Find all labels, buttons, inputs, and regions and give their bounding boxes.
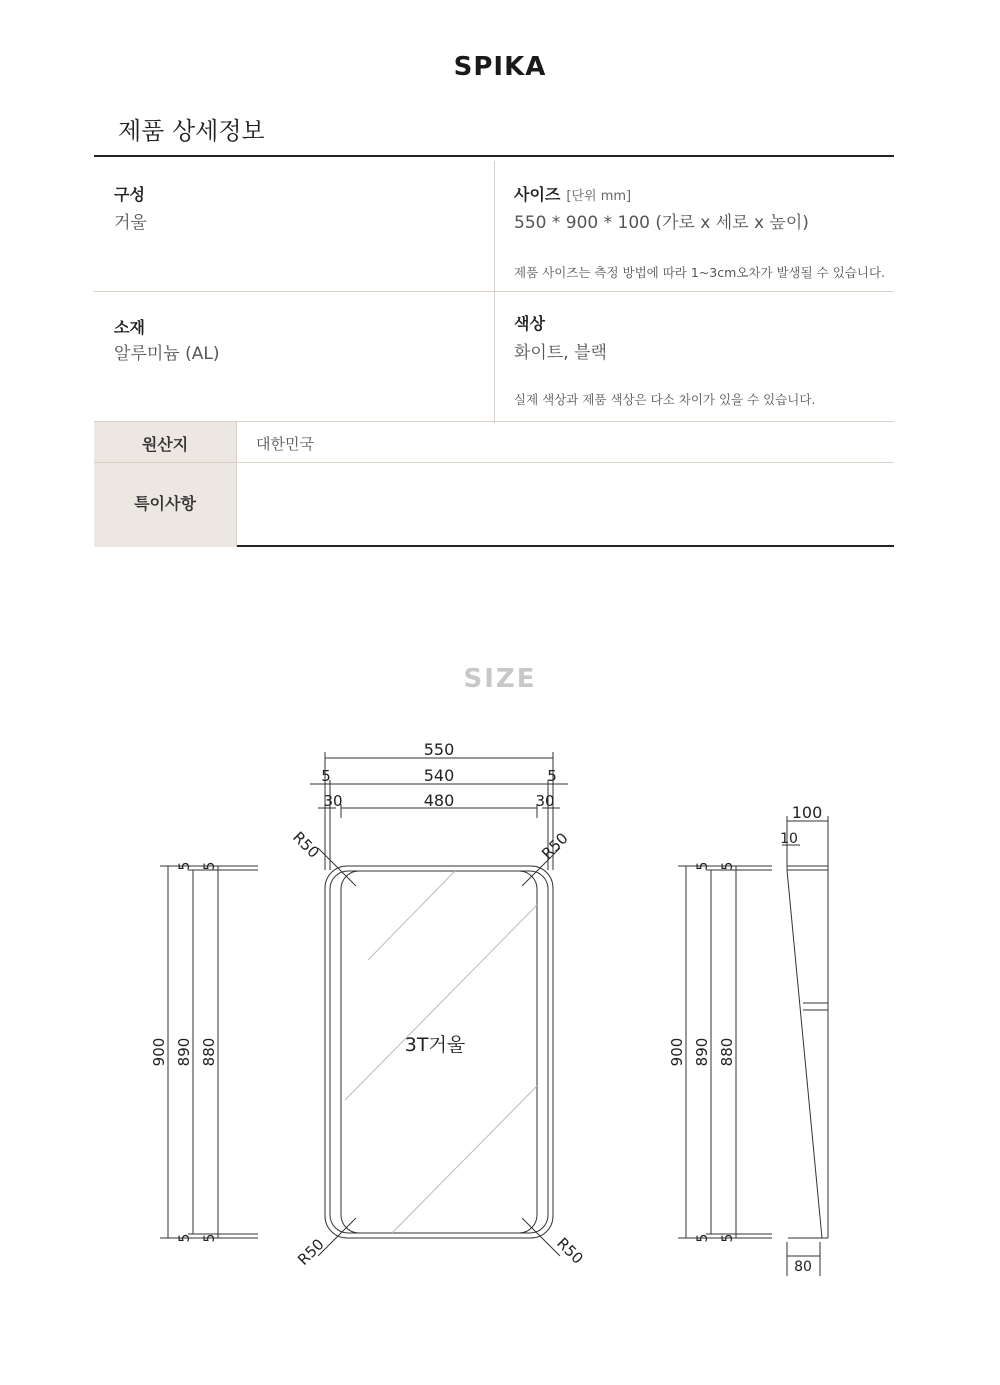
dim-height-total: 900: [150, 1037, 168, 1067]
color-label: 색상: [514, 314, 545, 333]
dim-side-edge-top-b: 5: [720, 861, 736, 871]
composition-label: 구성: [114, 185, 145, 204]
color-value: 화이트, 블랙: [514, 343, 607, 363]
brand-logo: SPIKA: [453, 52, 547, 82]
dim-edge-bottom-b: 5: [202, 1233, 218, 1243]
dim-side-depth: 100: [791, 803, 823, 822]
origin-value: 대한민국: [256, 435, 314, 453]
dim-edge-bottom-a: 5: [177, 1233, 193, 1243]
dim-side-height-total: 900: [668, 1037, 686, 1067]
size-unit: [단위 mm]: [566, 189, 632, 204]
dim-edge-top-a: 5: [177, 861, 193, 871]
size-value: 550 * 900 * 100 (가로 x 세로 x 높이): [514, 213, 809, 233]
dim-side-edge-bottom-a: 5: [695, 1233, 711, 1243]
dim-width-total: 550: [423, 740, 455, 759]
dim-height-glass: 880: [200, 1037, 218, 1067]
dim-side-top-thickness: 10: [780, 831, 798, 847]
mirror-label: 3T거울: [404, 1034, 466, 1056]
size-label: 사이즈: [514, 185, 561, 204]
dim-side-bottom-depth: 80: [794, 1259, 812, 1275]
radius-top-left: R50: [289, 828, 323, 862]
material-label: 소재: [114, 318, 145, 337]
origin-label: 원산지: [141, 435, 189, 454]
dim-edge-top-b: 5: [202, 861, 218, 871]
size-heading: SIZE: [463, 664, 537, 694]
dim-width-inner: 540: [423, 766, 455, 785]
dim-side-edge-top-a: 5: [695, 861, 711, 871]
color-note: 실제 색상과 제품 색상은 다소 차이가 있을 수 있습니다.: [514, 392, 816, 407]
dim-height-inner: 890: [175, 1037, 193, 1067]
dim-edge-right: 5: [547, 767, 557, 785]
dim-side-height-inner: 890: [693, 1037, 711, 1067]
dim-frame-left: 30: [323, 792, 343, 810]
dim-edge-left: 5: [321, 767, 331, 785]
composition-value: 거울: [114, 213, 147, 233]
dim-frame-right: 30: [535, 792, 555, 810]
radius-bottom-left: R50: [294, 1235, 328, 1269]
dim-side-height-glass: 880: [718, 1037, 736, 1067]
material-value: 알루미늄 (AL): [114, 344, 220, 364]
dim-side-edge-bottom-b: 5: [720, 1233, 736, 1243]
size-note: 제품 사이즈는 측정 방법에 따라 1~3cm오차가 발생될 수 있습니다.: [514, 265, 885, 280]
radius-top-right: R50: [538, 829, 572, 863]
section-title: 제품 상세정보: [118, 117, 265, 145]
radius-bottom-right: R50: [553, 1234, 587, 1268]
dim-width-glass: 480: [423, 791, 455, 810]
remarks-label: 특이사항: [134, 494, 196, 513]
